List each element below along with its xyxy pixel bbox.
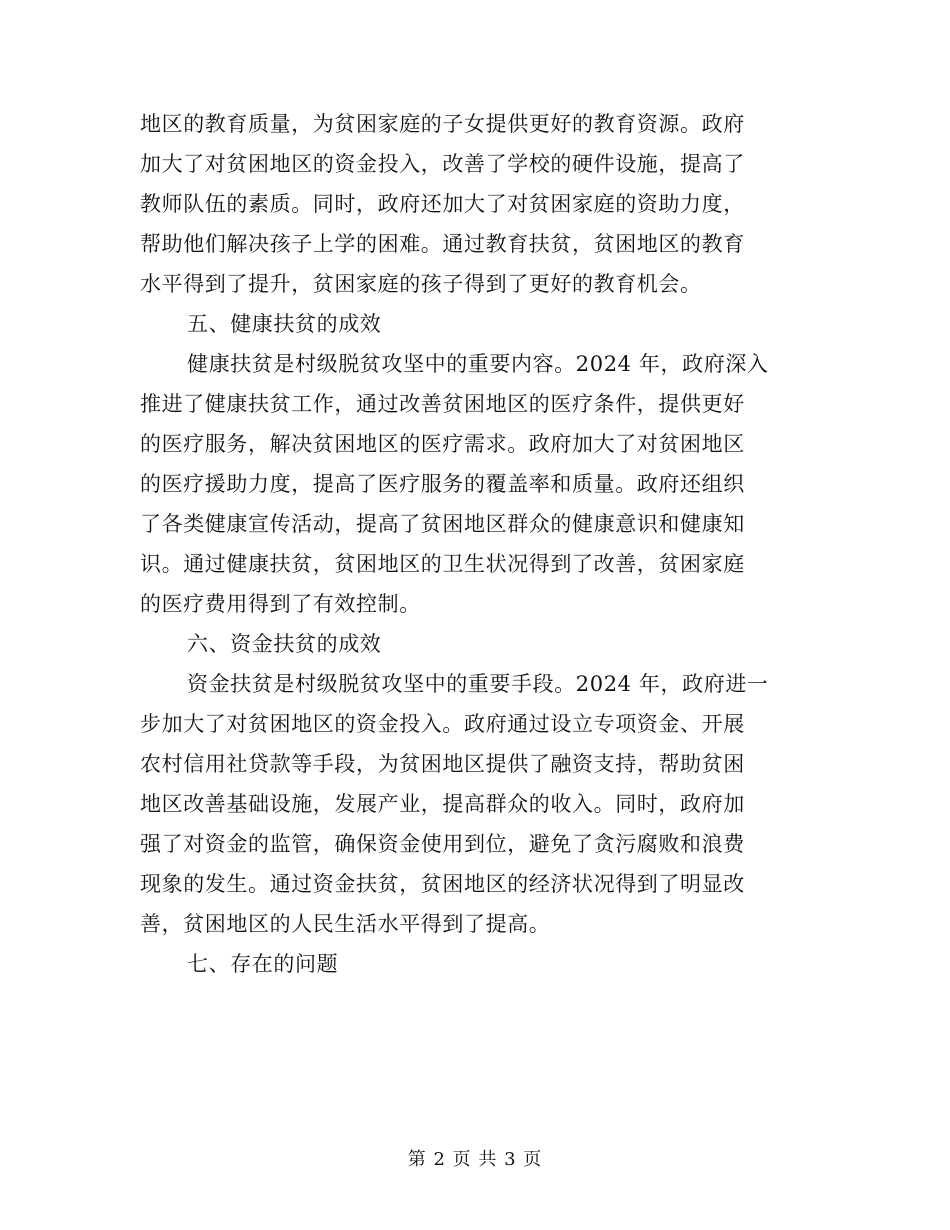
text-line: 的医疗服务，解决贫困地区的医疗需求。政府加大了对贫困地区: [140, 432, 745, 456]
text-line: 的医疗费用得到了有效控制。: [140, 592, 421, 616]
text-line: 地区的教育质量，为贫困家庭的子女提供更好的教育资源。政府: [140, 112, 745, 136]
text-line: 健康扶贫是村级脱贫攻坚中的重要内容。2024 年，政府深入: [187, 352, 769, 376]
text-line: 农村信用社贷款等手段，为贫困地区提供了融资支持，帮助贫困: [140, 752, 745, 776]
text-line: 善，贫困地区的人民生活水平得到了提高。: [140, 912, 551, 936]
text-line: 识。通过健康扶贫，贫困地区的卫生状况得到了改善，贫困家庭: [140, 552, 745, 576]
paragraph-funding: [140, 664, 800, 944]
text-line: 资金扶贫是村级脱贫攻坚中的重要手段。2024 年，政府进一: [187, 672, 769, 696]
section-heading-funding: 六、资金扶贫的成效: [187, 632, 382, 656]
text-line: 步加大了对贫困地区的资金投入。政府通过设立专项资金、开展: [140, 712, 745, 736]
paragraph-health: [140, 344, 800, 624]
text-line: 强了对资金的监管，确保资金使用到位，避免了贪污腐败和浪费: [140, 832, 745, 856]
section-heading-health: 五、健康扶贫的成效: [187, 312, 382, 336]
text-line: 地区改善基础设施，发展产业，提高群众的收入。同时，政府加: [140, 792, 745, 816]
text-line: 现象的发生。通过资金扶贫，贫困地区的经济状况得到了明显改: [140, 872, 745, 896]
text-line: 推进了健康扶贫工作，通过改善贫困地区的医疗条件，提供更好: [140, 392, 745, 416]
page-number-footer: 第 2 页 共 3 页: [407, 1149, 543, 1170]
text-line: 加大了对贫困地区的资金投入，改善了学校的硬件设施，提高了: [140, 152, 745, 176]
text-line: 了各类健康宣传活动，提高了贫困地区群众的健康意识和健康知: [140, 512, 745, 536]
document-body: [140, 104, 800, 984]
text-line: 水平得到了提升，贫困家庭的孩子得到了更好的教育机会。: [140, 272, 702, 296]
text-line: 帮助他们解决孩子上学的困难。通过教育扶贫，贫困地区的教育: [140, 232, 745, 256]
text-line: 的医疗援助力度，提高了医疗服务的覆盖率和质量。政府还组织: [140, 472, 745, 496]
text-line: 教师队伍的素质。同时，政府还加大了对贫困家庭的资助力度，: [140, 192, 745, 216]
section-heading-problems: 七、存在的问题: [187, 952, 339, 976]
paragraph-education-continued: [140, 104, 800, 304]
